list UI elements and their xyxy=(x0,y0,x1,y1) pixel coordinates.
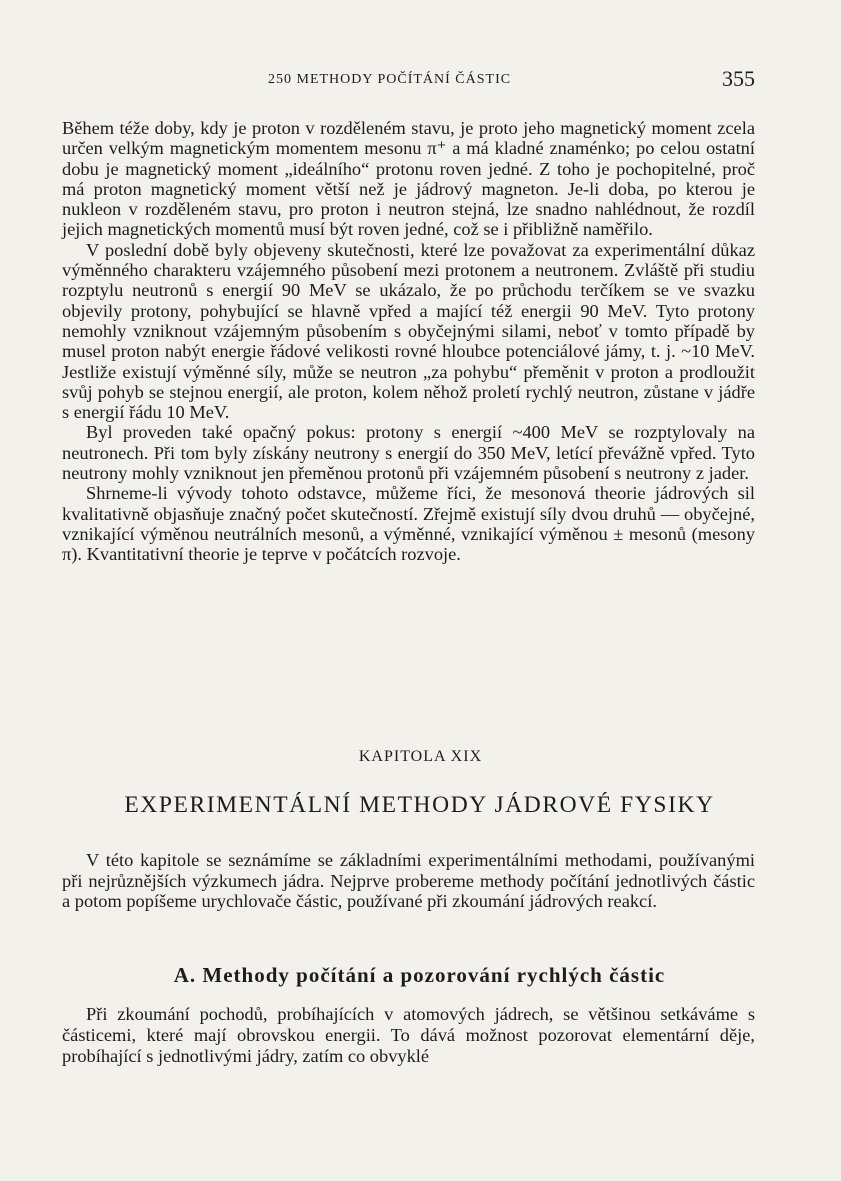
running-title: 250 METHODY POČÍTÁNÍ ČÁSTIC xyxy=(268,72,512,87)
paragraph: Při zkoumání pochodů, probíhajících v atomových jádrech, se většinou setkáváme s částicemi, které mají obrovskou energii. To dává možnost pozorovat elementární děje, probíhající s jednotlivými jádry, zatím co obvyklé xyxy=(62,1004,755,1066)
section-heading: A. Methody počítání a pozorování rychlých částic xyxy=(173,963,666,987)
running-head xyxy=(62,66,755,94)
chapter-intro xyxy=(62,850,755,912)
chapter-label: KAPITOLA XIX xyxy=(358,748,483,765)
paragraph: Byl proveden také opačný pokus: protony s energií ~400 MeV se rozptylovaly na neutronech. Při tom byly získány neutrony s energií do 350 MeV, letící převážně vpřed. Tyto neutrony mohly vzniknout jen přeměnou protonů při vzájemném působení s neutrony z jader. xyxy=(62,422,755,484)
paragraph: Během téže doby, kdy je proton v rozděleném stavu, je proto jeho magnetický moment zcela určen velkým magnetickým momentem mesonu π⁺ a má kladné znaménko; po celou ostatní dobu je magnetický moment „ideálního“ protonu roven jedné. Z toho je pochopitelné, proč má proton magnetický moment větší než je jádrový magneton. Je-li doba, po kterou je nukleon v rozděleném stavu, pro proton i neutron stejná, lze snadno nahlédnout, že rozdíl jejich magnetických momentů musí být roven jedné, což se i přibližně naměřilo. xyxy=(62,118,755,240)
body-text xyxy=(62,118,755,565)
paragraph: Shrneme-li vývody tohoto odstavce, můžeme říci, že mesonová theorie jádrových sil kvalitativně objasňuje značný počet skutečností. Zřejmě existují síly dvou druhů — obyčejné, vznikající výměnou neutrálních mesonů, a výměnné, vznikající výměnou ± mesonů (mesony π). Kvantitativní theorie je teprve v počátcích rozvoje. xyxy=(62,483,755,565)
page-number: 355 xyxy=(722,66,755,91)
section-text xyxy=(62,1004,755,1067)
paragraph: V poslední době byly objeveny skutečnosti, které lze považovat za experimentální důkaz výměnného charakteru vzájemného působení mezi protonem a neutronem. Zvláště při studiu rozptylu neutronů s energií 90 MeV se ukázalo, že po průchodu terčíkem se ve svazku objevily protony, pohybující se hlavně vpřed a mající též energii 90 MeV. Tyto protony nemohly vzniknout vzájemným působením s obyčejnými silami, neboť v tomto případě by musel proton nabýt energie řádové velikosti rovné hloubce potenciálové jámy, t. j. ~10 MeV. Jestliže existují výměnné síly, může se neutron „za pohybu“ přeměnit v proton a prodloužit svůj pohyb se stejnou energií, ale proton, kolem něhož proletí rychlý neutron, zůstane v jádře s energií řádu 10 MeV. xyxy=(62,239,755,423)
chapter-title: EXPERIMENTÁLNÍ METHODY JÁDROVÉ FYSIKY xyxy=(124,792,715,818)
paragraph: V této kapitole se seznámíme se základními experimentálními methodami, používanými při nejrůznějších výzkumech jádra. Nejprve probereme methody počítání jednotlivých částic a potom popíšeme urychlovače částic, používané při zkoumání jádrových reakcí. xyxy=(62,850,755,912)
